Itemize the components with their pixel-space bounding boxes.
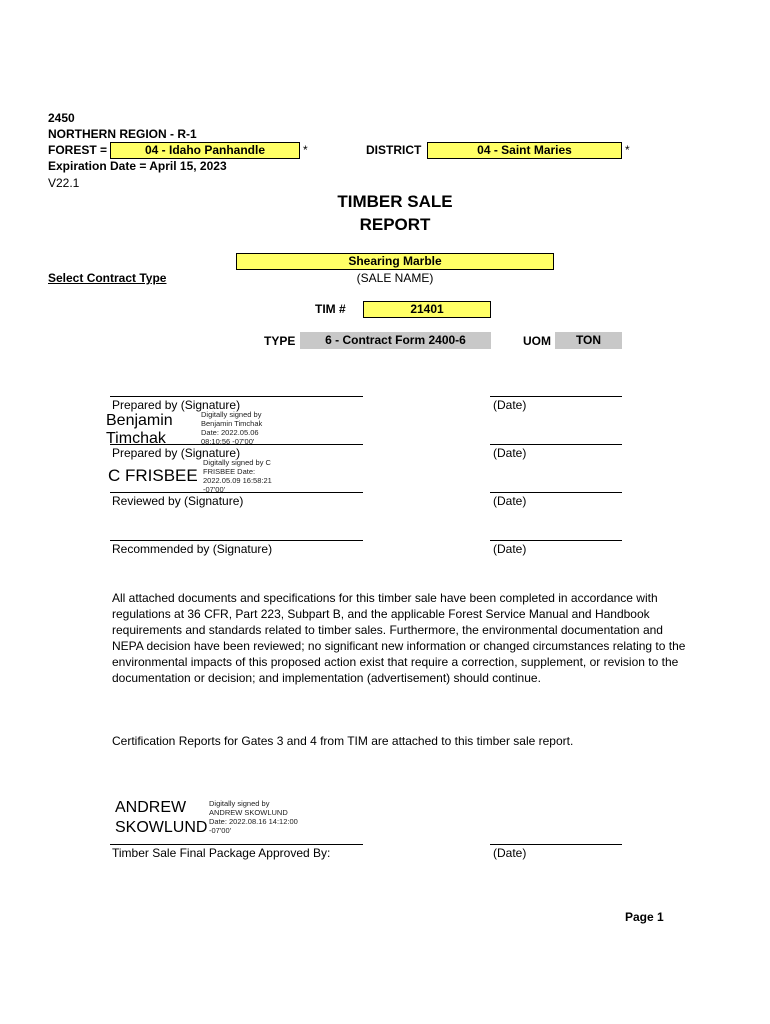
date-label-1: (Date) bbox=[493, 398, 527, 412]
uom-label: UOM bbox=[523, 334, 551, 348]
tim-label: TIM # bbox=[315, 302, 346, 316]
prepared-by-label-1: Prepared by (Signature) bbox=[112, 398, 241, 412]
signature-line-reviewed bbox=[110, 492, 363, 493]
signature-line-prepared-2 bbox=[110, 444, 363, 445]
signer1-digital-signature: Digitally signed by Benjamin Timchak Date: 2022.05.06 08:10:56 -07'00' bbox=[201, 410, 263, 446]
report-title-line2: REPORT bbox=[359, 215, 431, 234]
date-line-recommended bbox=[490, 540, 622, 541]
date-label-5: (Date) bbox=[493, 846, 527, 860]
sale-name-field[interactable]: Shearing Marble bbox=[236, 253, 554, 270]
district-required-marker: * bbox=[625, 143, 630, 157]
signer3-name-line1: ANDREW bbox=[115, 799, 187, 816]
select-contract-type-link[interactable]: Select Contract Type bbox=[48, 271, 167, 285]
uom-select[interactable]: TON bbox=[555, 332, 622, 349]
signature-line-prepared-1 bbox=[110, 396, 363, 397]
forest-field[interactable]: 04 - Idaho Panhandle bbox=[110, 142, 300, 159]
signer2-digital-signature: Digitally signed by C FRISBEE Date: 2022.05.09 16:58:21 -07'00' bbox=[203, 458, 272, 494]
tim-number-field[interactable]: 21401 bbox=[363, 301, 491, 318]
signer3-digital-signature: Digitally signed by ANDREW SKOWLUND Date: 2022.08.16 14:12:00 -07'00' bbox=[209, 799, 298, 835]
date-label-4: (Date) bbox=[493, 542, 527, 556]
date-label-2: (Date) bbox=[493, 446, 527, 460]
date-line-approved bbox=[490, 844, 622, 845]
forest-required-marker: * bbox=[303, 143, 308, 157]
type-label: TYPE bbox=[264, 334, 296, 348]
approved-by-label: Timber Sale Final Package Approved By: bbox=[112, 846, 331, 860]
signer1-name-line2: Timchak bbox=[106, 430, 166, 447]
district-field[interactable]: 04 - Saint Maries bbox=[427, 142, 622, 159]
certification-paragraph: All attached documents and specifications for this timber sale have been completed in accordance with regulations at 36 CFR, Part 223, Subpart B, and the applicable Forest Service Manual and Handbook requirements and standards related to timber sales. Furthermore, the environmental documentation and NEPA decision have been reviewed; no significant new information or changed circumstances relating to the environmental impacts of this proposed action exist that require a correction, supplement, or revision to the documentation or decision; and implementation (advertisement) should continue. bbox=[112, 591, 686, 685]
gates-note: Certification Reports for Gates 3 and 4 from TIM are attached to this timber sale report. bbox=[112, 734, 574, 748]
forest-label: FOREST = bbox=[48, 143, 108, 157]
contract-type-select[interactable]: 6 - Contract Form 2400-6 bbox=[300, 332, 491, 349]
signer3-name-line2: SKOWLUND bbox=[115, 819, 208, 836]
signer1-name-line1: Benjamin bbox=[106, 412, 173, 429]
signature-line-approved bbox=[110, 844, 363, 845]
date-line-reviewed bbox=[490, 492, 622, 493]
district-label: DISTRICT bbox=[366, 143, 422, 157]
form-number: 2450 bbox=[48, 111, 75, 125]
sale-name-label: (SALE NAME) bbox=[356, 271, 434, 285]
signature-line-recommended bbox=[110, 540, 363, 541]
expiration-date: Expiration Date = April 15, 2023 bbox=[48, 159, 227, 173]
region-label: NORTHERN REGION - R-1 bbox=[48, 127, 197, 141]
recommended-by-label: Recommended by (Signature) bbox=[112, 542, 273, 556]
prepared-by-label-2: Prepared by (Signature) bbox=[112, 446, 241, 460]
signer2-name: C FRISBEE bbox=[108, 466, 198, 485]
reviewed-by-label: Reviewed by (Signature) bbox=[112, 494, 244, 508]
report-title-line1: TIMBER SALE bbox=[337, 192, 453, 211]
date-label-3: (Date) bbox=[493, 494, 527, 508]
date-line-prepared-1 bbox=[490, 396, 622, 397]
date-line-prepared-2 bbox=[490, 444, 622, 445]
form-version: V22.1 bbox=[48, 176, 80, 190]
page-number: Page 1 bbox=[625, 910, 664, 924]
